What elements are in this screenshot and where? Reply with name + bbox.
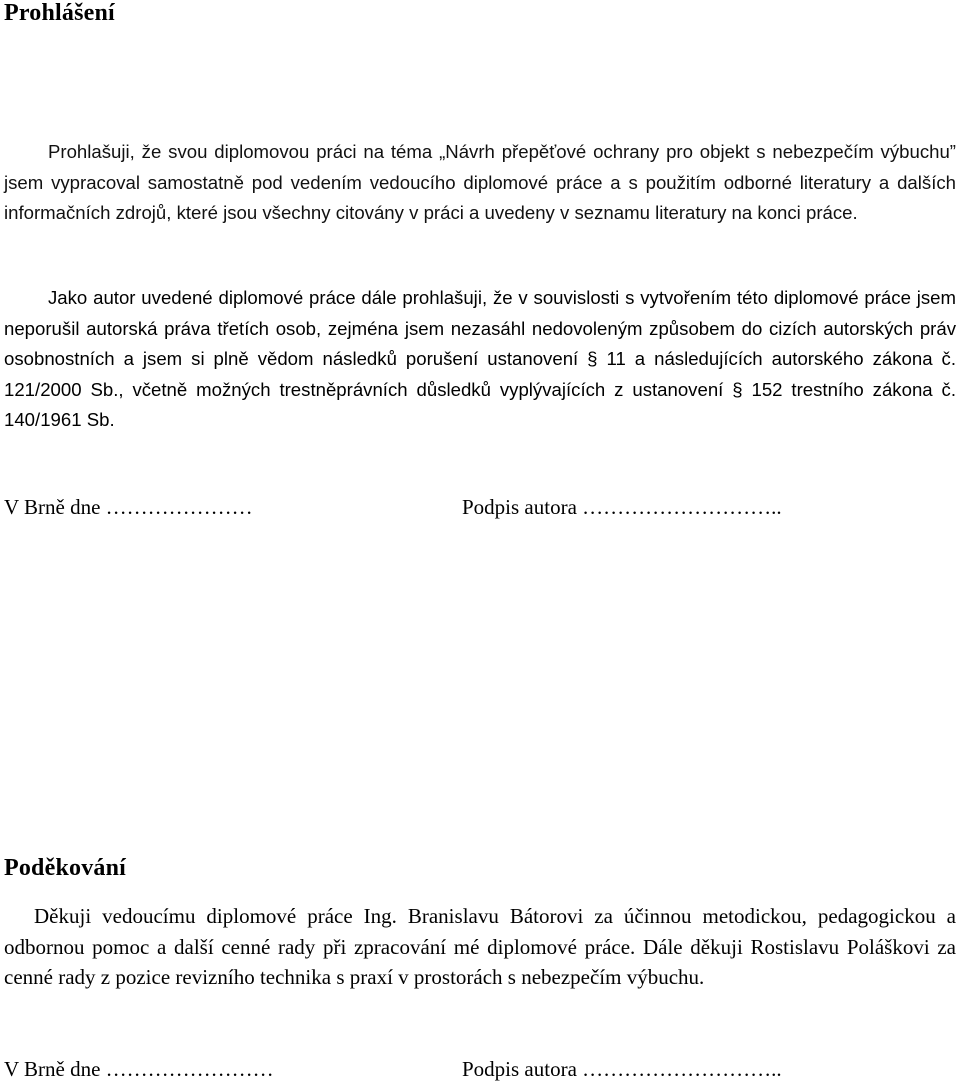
declaration-place-date: V Brně dne ………………… [4, 495, 253, 519]
acknowledgement-title: Poděkování [4, 855, 127, 881]
acknowledgement-signature: Podpis autora ……………………….. [462, 1057, 782, 1081]
acknowledgement-place-date: V Brně dne …………………… [4, 1057, 274, 1081]
declaration-paragraph-1-text: Prohlašuji, že svou diplomovou práci na téma „Návrh přepěťové ochrany pro objekt s nebezpečím výbuchu” jsem vypracoval samostatně pod vedením vedoucího diplomové práce a s použitím odborné literatury a dalších informačních zdrojů, které jsou všechny citovány v práci a uvedeny v seznamu literatury na konci práce. [4, 141, 956, 223]
declaration-title: Prohlášení [4, 0, 115, 26]
acknowledgement-paragraph [4, 901, 956, 993]
declaration-signature: Podpis autora ……………………….. [462, 495, 782, 519]
declaration-paragraph-2 [4, 283, 956, 436]
acknowledgement-paragraph-text: Děkuji vedoucímu diplomové práce Ing. Branislavu Bátorovi za účinnou metodickou, pedagogickou a odbornou pomoc a další cenné rady při zpracování mé diplomové práce. Dále děkuji Rostislavu Poláškovi za cenné rady z pozice revizního technika s praxí v prostorách s nebezpečím výbuchu. [4, 904, 956, 990]
declaration-paragraph-1 [4, 137, 956, 229]
declaration-paragraph-2-text: Jako autor uvedené diplomové práce dále prohlašuji, že v souvislosti s vytvořením této diplomové práce jsem neporušil autorská práva třetích osob, zejména jsem nezasáhl nedovoleným způsobem do cizích autorských práv osobnostních a jsem si plně vědom následků porušení ustanovení § 11 a následujících autorského zákona č. 121/2000 Sb., včetně možných trestněprávních důsledků vyplývajících z ustanovení § 152 trestního zákona č. 140/1961 Sb. [4, 287, 956, 431]
